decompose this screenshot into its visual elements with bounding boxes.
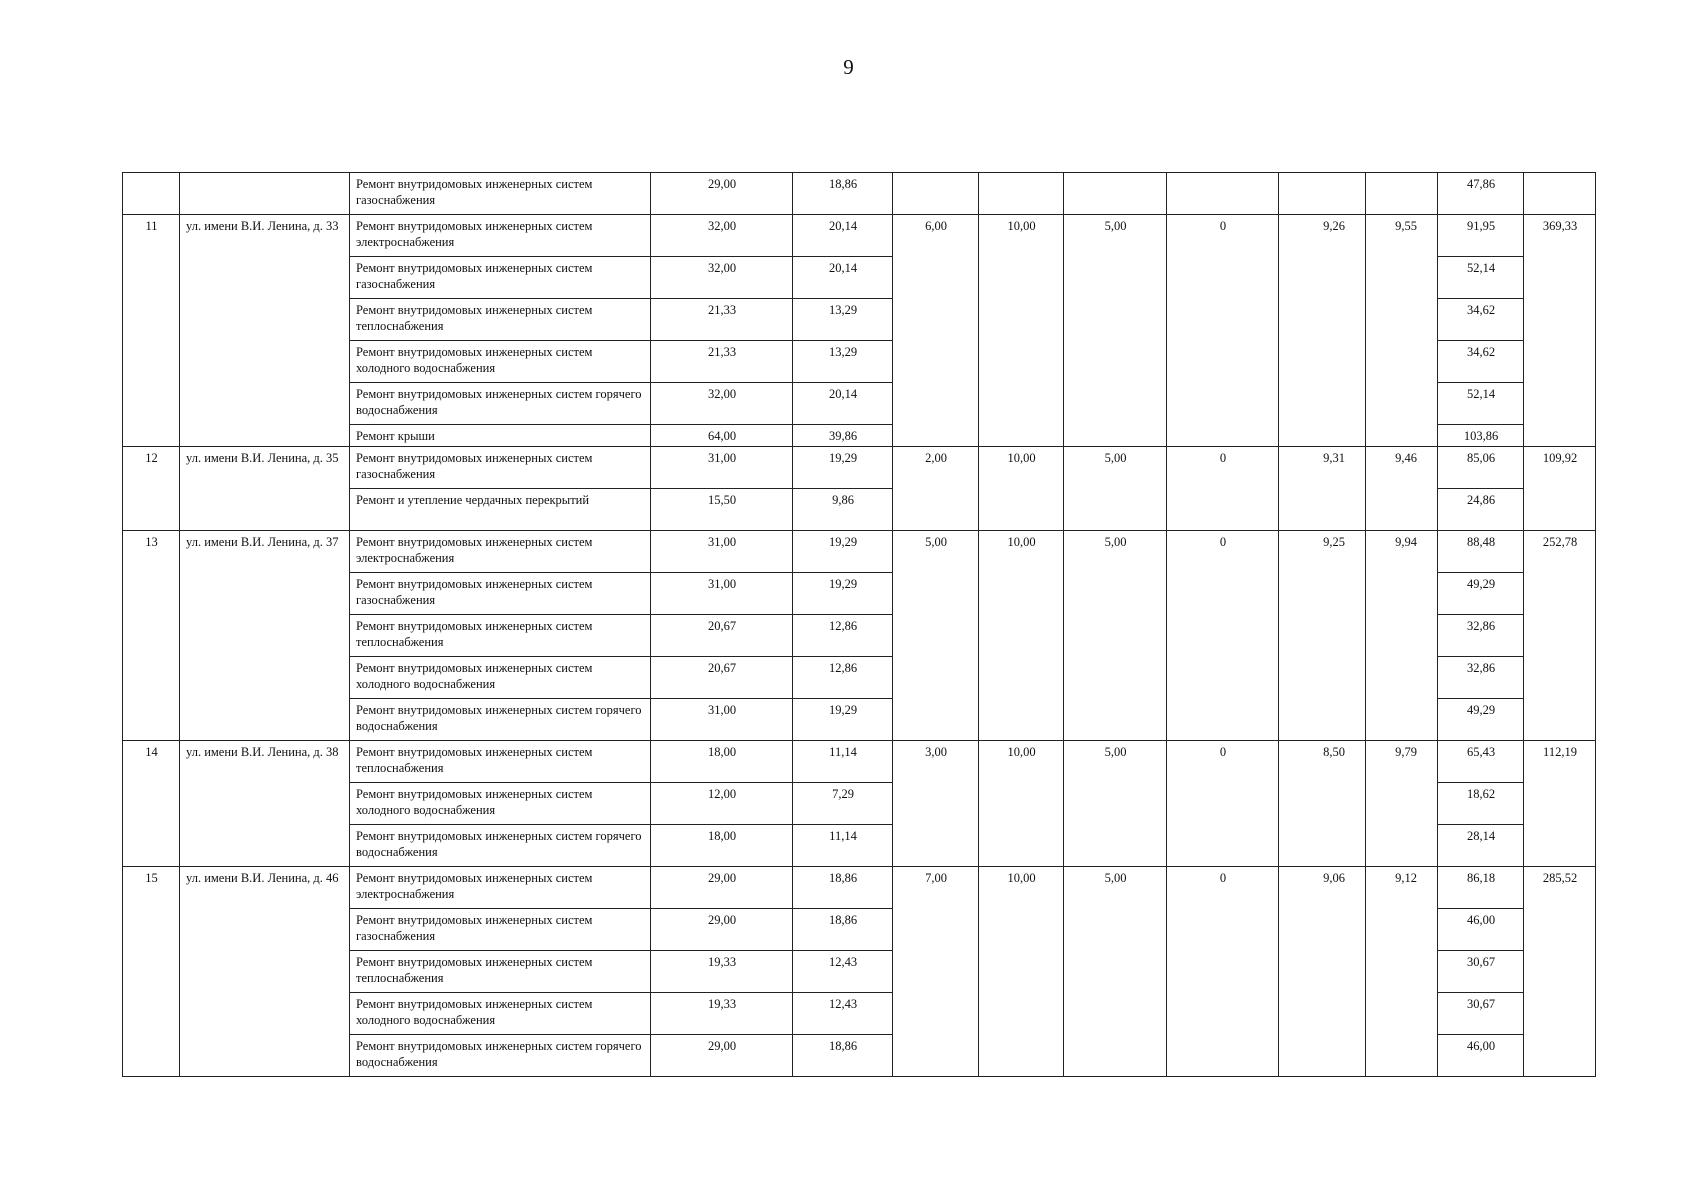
value-cell-col4: 64,00 bbox=[651, 425, 793, 447]
work-name-cell: Ремонт внутридомовых инженерных систем газоснабжения bbox=[350, 909, 651, 951]
value-cell-col4: 32,00 bbox=[651, 383, 793, 425]
work-name-cell: Ремонт внутридомовых инженерных систем электроснабжения bbox=[350, 531, 651, 573]
value-cell-col6 bbox=[893, 173, 979, 215]
table-row bbox=[123, 741, 1596, 783]
value-cell-col4: 21,33 bbox=[651, 299, 793, 341]
value-cell-col8: 5,00 bbox=[1064, 215, 1167, 447]
value-cell-col5: 19,29 bbox=[793, 531, 893, 573]
value-cell-col8: 5,00 bbox=[1064, 741, 1167, 867]
page-number: 9 bbox=[843, 55, 854, 79]
value-cell-col9: 0 bbox=[1167, 215, 1279, 447]
value-cell-col11: 9,94 bbox=[1366, 531, 1438, 741]
value-cell-col5: 12,43 bbox=[793, 951, 893, 993]
value-cell-col8: 5,00 bbox=[1064, 447, 1167, 531]
value-cell-col4: 20,67 bbox=[651, 657, 793, 699]
value-cell-col4: 31,00 bbox=[651, 699, 793, 741]
value-cell-col5: 20,14 bbox=[793, 215, 893, 257]
value-cell-col10 bbox=[1279, 173, 1366, 215]
value-cell-col8: 5,00 bbox=[1064, 867, 1167, 1077]
value-cell-col10: 9,31 bbox=[1279, 447, 1366, 531]
value-cell-col4: 19,33 bbox=[651, 993, 793, 1035]
value-cell-col11 bbox=[1366, 173, 1438, 215]
value-cell-col7: 10,00 bbox=[979, 867, 1064, 1077]
work-total-cell: 52,14 bbox=[1438, 257, 1524, 299]
address-cell: ул. имени В.И. Ленина, д. 37 bbox=[180, 531, 350, 741]
address-cell: ул. имени В.И. Ленина, д. 46 bbox=[180, 867, 350, 1077]
table-row bbox=[123, 867, 1596, 909]
value-cell-col4: 29,00 bbox=[651, 173, 793, 215]
value-cell-col4: 21,33 bbox=[651, 341, 793, 383]
work-total-cell: 47,86 bbox=[1438, 173, 1524, 215]
value-cell-col5: 9,86 bbox=[793, 489, 893, 531]
value-cell-col4: 15,50 bbox=[651, 489, 793, 531]
value-cell-col10: 8,50 bbox=[1279, 741, 1366, 867]
value-cell-col9: 0 bbox=[1167, 867, 1279, 1077]
value-cell-col5: 19,29 bbox=[793, 699, 893, 741]
work-total-cell: 34,62 bbox=[1438, 299, 1524, 341]
table-row bbox=[123, 531, 1596, 573]
house-total-cell: 252,78 bbox=[1524, 531, 1596, 741]
value-cell-col7: 10,00 bbox=[979, 741, 1064, 867]
value-cell-col4: 20,67 bbox=[651, 615, 793, 657]
address-cell: ул. имени В.И. Ленина, д. 33 bbox=[180, 215, 350, 447]
address-cell: ул. имени В.И. Ленина, д. 35 bbox=[180, 447, 350, 531]
value-cell-col7: 10,00 bbox=[979, 447, 1064, 531]
value-cell-col5: 18,86 bbox=[793, 173, 893, 215]
value-cell-col4: 32,00 bbox=[651, 215, 793, 257]
value-cell-col5: 11,14 bbox=[793, 825, 893, 867]
value-cell-col6: 2,00 bbox=[893, 447, 979, 531]
row-number-cell: 14 bbox=[123, 741, 180, 867]
value-cell-col4: 19,33 bbox=[651, 951, 793, 993]
value-cell-col4: 31,00 bbox=[651, 447, 793, 489]
value-cell-col5: 18,86 bbox=[793, 867, 893, 909]
value-cell-col5: 7,29 bbox=[793, 783, 893, 825]
house-total-cell bbox=[1524, 173, 1596, 215]
value-cell-col7: 10,00 bbox=[979, 531, 1064, 741]
work-total-cell: 30,67 bbox=[1438, 993, 1524, 1035]
house-total-cell: 369,33 bbox=[1524, 215, 1596, 447]
value-cell-col9: 0 bbox=[1167, 447, 1279, 531]
work-total-cell: 52,14 bbox=[1438, 383, 1524, 425]
value-cell-col9 bbox=[1167, 173, 1279, 215]
work-name-cell: Ремонт внутридомовых инженерных систем газоснабжения bbox=[350, 173, 651, 215]
work-total-cell: 46,00 bbox=[1438, 909, 1524, 951]
work-name-cell: Ремонт внутридомовых инженерных систем электроснабжения bbox=[350, 215, 651, 257]
work-total-cell: 18,62 bbox=[1438, 783, 1524, 825]
value-cell-col5: 39,86 bbox=[793, 425, 893, 447]
value-cell-col5: 12,43 bbox=[793, 993, 893, 1035]
work-name-cell: Ремонт внутридомовых инженерных систем теплоснабжения bbox=[350, 951, 651, 993]
table-row bbox=[123, 447, 1596, 489]
value-cell-col9: 0 bbox=[1167, 741, 1279, 867]
work-name-cell: Ремонт и утепление чердачных перекрытий bbox=[350, 489, 651, 531]
address-cell bbox=[180, 173, 350, 215]
work-name-cell: Ремонт внутридомовых инженерных систем теплоснабжения bbox=[350, 741, 651, 783]
work-name-cell: Ремонт крыши bbox=[350, 425, 651, 447]
work-total-cell: 34,62 bbox=[1438, 341, 1524, 383]
work-name-cell: Ремонт внутридомовых инженерных систем холодного водоснабжения bbox=[350, 657, 651, 699]
work-total-cell: 46,00 bbox=[1438, 1035, 1524, 1077]
value-cell-col6: 5,00 bbox=[893, 531, 979, 741]
value-cell-col5: 13,29 bbox=[793, 299, 893, 341]
value-cell-col8: 5,00 bbox=[1064, 531, 1167, 741]
work-total-cell: 24,86 bbox=[1438, 489, 1524, 531]
work-name-cell: Ремонт внутридомовых инженерных систем холодного водоснабжения bbox=[350, 341, 651, 383]
value-cell-col4: 12,00 bbox=[651, 783, 793, 825]
value-cell-col4: 31,00 bbox=[651, 531, 793, 573]
work-total-cell: 65,43 bbox=[1438, 741, 1524, 783]
work-name-cell: Ремонт внутридомовых инженерных систем горячего водоснабжения bbox=[350, 699, 651, 741]
work-total-cell: 49,29 bbox=[1438, 573, 1524, 615]
value-cell-col11: 9,79 bbox=[1366, 741, 1438, 867]
work-total-cell: 49,29 bbox=[1438, 699, 1524, 741]
work-name-cell: Ремонт внутридомовых инженерных систем горячего водоснабжения bbox=[350, 1035, 651, 1077]
value-cell-col9: 0 bbox=[1167, 531, 1279, 741]
value-cell-col5: 12,86 bbox=[793, 615, 893, 657]
house-total-cell: 285,52 bbox=[1524, 867, 1596, 1077]
value-cell-col4: 31,00 bbox=[651, 573, 793, 615]
value-cell-col5: 20,14 bbox=[793, 383, 893, 425]
value-cell-col8 bbox=[1064, 173, 1167, 215]
value-cell-col7 bbox=[979, 173, 1064, 215]
work-name-cell: Ремонт внутридомовых инженерных систем электроснабжения bbox=[350, 867, 651, 909]
house-total-cell: 112,19 bbox=[1524, 741, 1596, 867]
work-name-cell: Ремонт внутридомовых инженерных систем горячего водоснабжения bbox=[350, 825, 651, 867]
work-total-cell: 86,18 bbox=[1438, 867, 1524, 909]
work-total-cell: 103,86 bbox=[1438, 425, 1524, 447]
value-cell-col5: 13,29 bbox=[793, 341, 893, 383]
work-name-cell: Ремонт внутридомовых инженерных систем холодного водоснабжения bbox=[350, 993, 651, 1035]
value-cell-col4: 18,00 bbox=[651, 741, 793, 783]
table-body bbox=[123, 173, 1596, 1077]
work-total-cell: 28,14 bbox=[1438, 825, 1524, 867]
value-cell-col4: 29,00 bbox=[651, 1035, 793, 1077]
value-cell-col4: 32,00 bbox=[651, 257, 793, 299]
table-row bbox=[123, 215, 1596, 257]
value-cell-col10: 9,26 bbox=[1279, 215, 1366, 447]
work-total-cell: 85,06 bbox=[1438, 447, 1524, 489]
row-number-cell: 13 bbox=[123, 531, 180, 741]
work-name-cell: Ремонт внутридомовых инженерных систем газоснабжения bbox=[350, 573, 651, 615]
value-cell-col5: 11,14 bbox=[793, 741, 893, 783]
work-total-cell: 32,86 bbox=[1438, 615, 1524, 657]
row-number-cell: 11 bbox=[123, 215, 180, 447]
value-cell-col11: 9,55 bbox=[1366, 215, 1438, 447]
repair-cost-table bbox=[122, 172, 1596, 1077]
value-cell-col4: 29,00 bbox=[651, 867, 793, 909]
value-cell-col5: 18,86 bbox=[793, 1035, 893, 1077]
value-cell-col5: 19,29 bbox=[793, 447, 893, 489]
value-cell-col11: 9,46 bbox=[1366, 447, 1438, 531]
value-cell-col6: 3,00 bbox=[893, 741, 979, 867]
work-total-cell: 88,48 bbox=[1438, 531, 1524, 573]
work-name-cell: Ремонт внутридомовых инженерных систем теплоснабжения bbox=[350, 299, 651, 341]
work-name-cell: Ремонт внутридомовых инженерных систем холодного водоснабжения bbox=[350, 783, 651, 825]
value-cell-col5: 18,86 bbox=[793, 909, 893, 951]
value-cell-col5: 19,29 bbox=[793, 573, 893, 615]
work-total-cell: 32,86 bbox=[1438, 657, 1524, 699]
work-name-cell: Ремонт внутридомовых инженерных систем газоснабжения bbox=[350, 447, 651, 489]
row-number-cell: 12 bbox=[123, 447, 180, 531]
value-cell-col5: 20,14 bbox=[793, 257, 893, 299]
address-cell: ул. имени В.И. Ленина, д. 38 bbox=[180, 741, 350, 867]
table-row bbox=[123, 173, 1596, 215]
value-cell-col11: 9,12 bbox=[1366, 867, 1438, 1077]
work-total-cell: 30,67 bbox=[1438, 951, 1524, 993]
value-cell-col10: 9,06 bbox=[1279, 867, 1366, 1077]
row-number-cell: 15 bbox=[123, 867, 180, 1077]
work-name-cell: Ремонт внутридомовых инженерных систем горячего водоснабжения bbox=[350, 383, 651, 425]
work-total-cell: 91,95 bbox=[1438, 215, 1524, 257]
value-cell-col4: 29,00 bbox=[651, 909, 793, 951]
value-cell-col10: 9,25 bbox=[1279, 531, 1366, 741]
value-cell-col6: 7,00 bbox=[893, 867, 979, 1077]
house-total-cell: 109,92 bbox=[1524, 447, 1596, 531]
row-number-cell bbox=[123, 173, 180, 215]
value-cell-col6: 6,00 bbox=[893, 215, 979, 447]
work-name-cell: Ремонт внутридомовых инженерных систем газоснабжения bbox=[350, 257, 651, 299]
value-cell-col5: 12,86 bbox=[793, 657, 893, 699]
work-name-cell: Ремонт внутридомовых инженерных систем теплоснабжения bbox=[350, 615, 651, 657]
value-cell-col7: 10,00 bbox=[979, 215, 1064, 447]
value-cell-col4: 18,00 bbox=[651, 825, 793, 867]
